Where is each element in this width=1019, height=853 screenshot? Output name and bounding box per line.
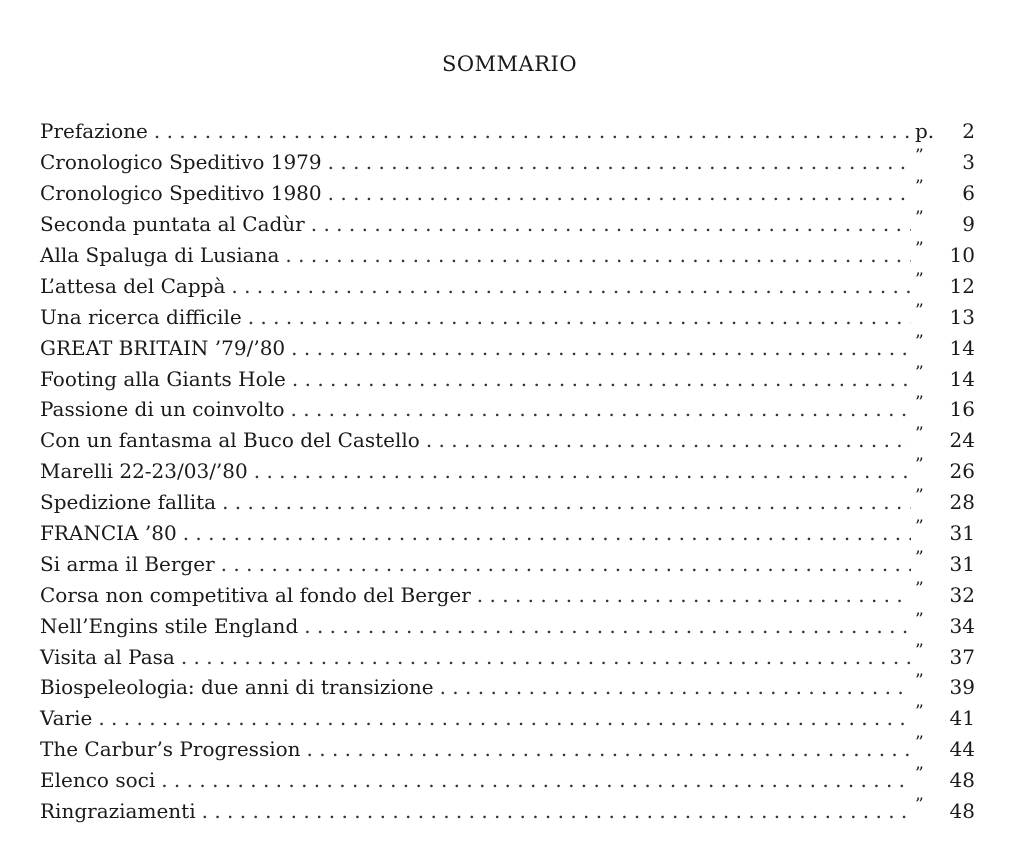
toc-entry-title: Si arma il Berger (40, 551, 215, 576)
dot-leader (221, 552, 911, 576)
page-marker: ” (915, 795, 924, 816)
page-marker: ” (915, 393, 924, 414)
toc-entry-title: Passione di un coinvolto (40, 397, 285, 422)
toc-entry-title: L’attesa del Cappà (40, 273, 226, 298)
toc-entry-title: Una ricerca difficile (40, 304, 242, 329)
dot-leader (285, 243, 911, 267)
page-marker: ” (915, 146, 924, 167)
dot-leader (328, 150, 911, 174)
toc-page-number: 37 (949, 644, 975, 669)
dot-leader (98, 706, 911, 730)
toc-entry (40, 394, 975, 425)
toc-entry (40, 332, 975, 363)
page-marker: ” (915, 640, 924, 661)
toc-page-number: 24 (949, 428, 975, 453)
page-marker: ” (915, 486, 924, 507)
toc-entry (40, 548, 975, 579)
toc-entry-title: Spedizione fallita (40, 490, 217, 515)
page-title: SOMMARIO (441, 52, 578, 76)
toc-entry (40, 209, 975, 240)
page-marker: ” (915, 609, 924, 630)
toc-entry (40, 178, 975, 209)
toc-page-number: 10 (949, 243, 975, 267)
toc-entry (40, 518, 975, 549)
toc-entry (40, 147, 975, 178)
toc-entry-title: Cronologico Speditivo 1979 (40, 150, 322, 175)
toc-page-number: 16 (949, 397, 975, 422)
toc-page-number: 34 (949, 613, 975, 638)
page-marker: ” (915, 455, 924, 476)
page-marker: ” (915, 764, 924, 785)
toc-page-number: 31 (949, 521, 975, 546)
toc-entry (40, 116, 975, 147)
toc-entry-title: Marelli 22-23/03/’80 (40, 459, 248, 484)
dot-leader (202, 799, 911, 823)
dot-leader (291, 336, 911, 360)
toc-entry (40, 456, 975, 487)
toc-page-number: 12 (949, 273, 975, 298)
dot-leader (181, 645, 911, 669)
dot-leader (426, 428, 911, 452)
toc-page-number: 2 (962, 119, 975, 144)
page-marker: ” (915, 547, 924, 568)
toc-entry (40, 796, 975, 827)
toc-entry-title: Corsa non competitiva al fondo del Berger (40, 582, 471, 607)
toc-entry-title: Visita al Pasa (40, 644, 175, 669)
dot-leader (231, 274, 911, 298)
dot-leader (248, 305, 911, 329)
toc-entry-title: Ringraziamenti (40, 799, 196, 824)
page-marker: ” (915, 671, 924, 692)
page-marker: ” (915, 208, 924, 229)
page-marker: ” (915, 300, 924, 321)
toc-entry (40, 363, 975, 394)
dot-leader (304, 614, 911, 638)
toc-entry-title: Alla Spaluga di Lusiana (40, 243, 280, 267)
page-marker: ” (915, 269, 924, 290)
toc-entry (40, 270, 975, 301)
toc-entry (40, 672, 975, 703)
toc-entry-title: Nell’Engins stile England (40, 613, 299, 638)
dot-leader (254, 459, 911, 483)
dot-leader (477, 583, 911, 607)
toc-entry-title: Con un fantasma al Buco del Castello (40, 428, 420, 453)
toc-page-number: 28 (949, 490, 975, 515)
dot-leader (292, 367, 911, 391)
toc-page-number: 31 (949, 551, 975, 576)
toc-entry (40, 641, 975, 672)
dot-leader (222, 490, 911, 514)
toc-page-number: 3 (962, 150, 975, 175)
page-marker: ” (915, 177, 924, 198)
toc-entry-title: Biospeleologia: due anni di transizione (40, 675, 434, 700)
toc-entry-title: FRANCIA ’80 (40, 521, 177, 546)
toc-entry (40, 579, 975, 610)
page-marker: ” (915, 517, 924, 538)
dot-leader (154, 119, 911, 143)
toc-entry (40, 240, 975, 271)
toc-entry (40, 734, 975, 765)
dot-leader (328, 181, 911, 205)
page-marker: ” (915, 424, 924, 445)
toc-entry (40, 425, 975, 456)
page-marker: p. (915, 119, 935, 144)
toc-entry-title: Cronologico Speditivo 1980 (40, 181, 322, 206)
toc-page-number: 13 (949, 304, 975, 329)
toc-page-number: 14 (949, 366, 975, 391)
toc-entry-title: Varie (40, 706, 93, 731)
toc-entry-title: Prefazione (40, 119, 148, 144)
dot-leader (291, 397, 911, 421)
page-marker: ” (915, 239, 924, 259)
toc-entry (40, 301, 975, 332)
toc-page-number: 41 (949, 706, 975, 731)
toc-page-number: 26 (949, 459, 975, 484)
page-marker: ” (915, 331, 924, 352)
toc-entry-title: GREAT BRITAIN ’79/’80 (40, 335, 286, 360)
toc-page-number: 48 (949, 768, 975, 793)
toc-entry (40, 703, 975, 734)
page-marker: ” (915, 702, 924, 723)
toc-entry (40, 610, 975, 641)
toc-entry-title: Footing alla Giants Hole (40, 366, 286, 391)
page-marker: ” (915, 733, 924, 754)
toc-entry-title: Elenco soci (40, 768, 156, 793)
toc-page-number: 6 (962, 181, 975, 206)
toc-entry (40, 765, 975, 796)
toc-page-number: 48 (949, 799, 975, 824)
toc-entry-title: Seconda puntata al Cadùr (40, 212, 305, 237)
toc-page-number: 14 (949, 335, 975, 360)
toc-entry (40, 487, 975, 518)
page-marker: ” (915, 362, 924, 383)
toc-entry-title: The Carbur’s Progression (40, 737, 301, 762)
table-of-contents (40, 116, 975, 826)
page-marker: ” (915, 578, 924, 599)
dot-leader (183, 521, 911, 545)
dot-leader (440, 675, 911, 699)
dot-leader (161, 768, 911, 792)
toc-page-number: 32 (949, 582, 975, 607)
toc-page-number: 44 (949, 737, 975, 762)
toc-page-number: 9 (962, 212, 975, 237)
dot-leader (311, 212, 911, 236)
toc-page-number: 39 (949, 675, 975, 700)
dot-leader (307, 737, 911, 761)
